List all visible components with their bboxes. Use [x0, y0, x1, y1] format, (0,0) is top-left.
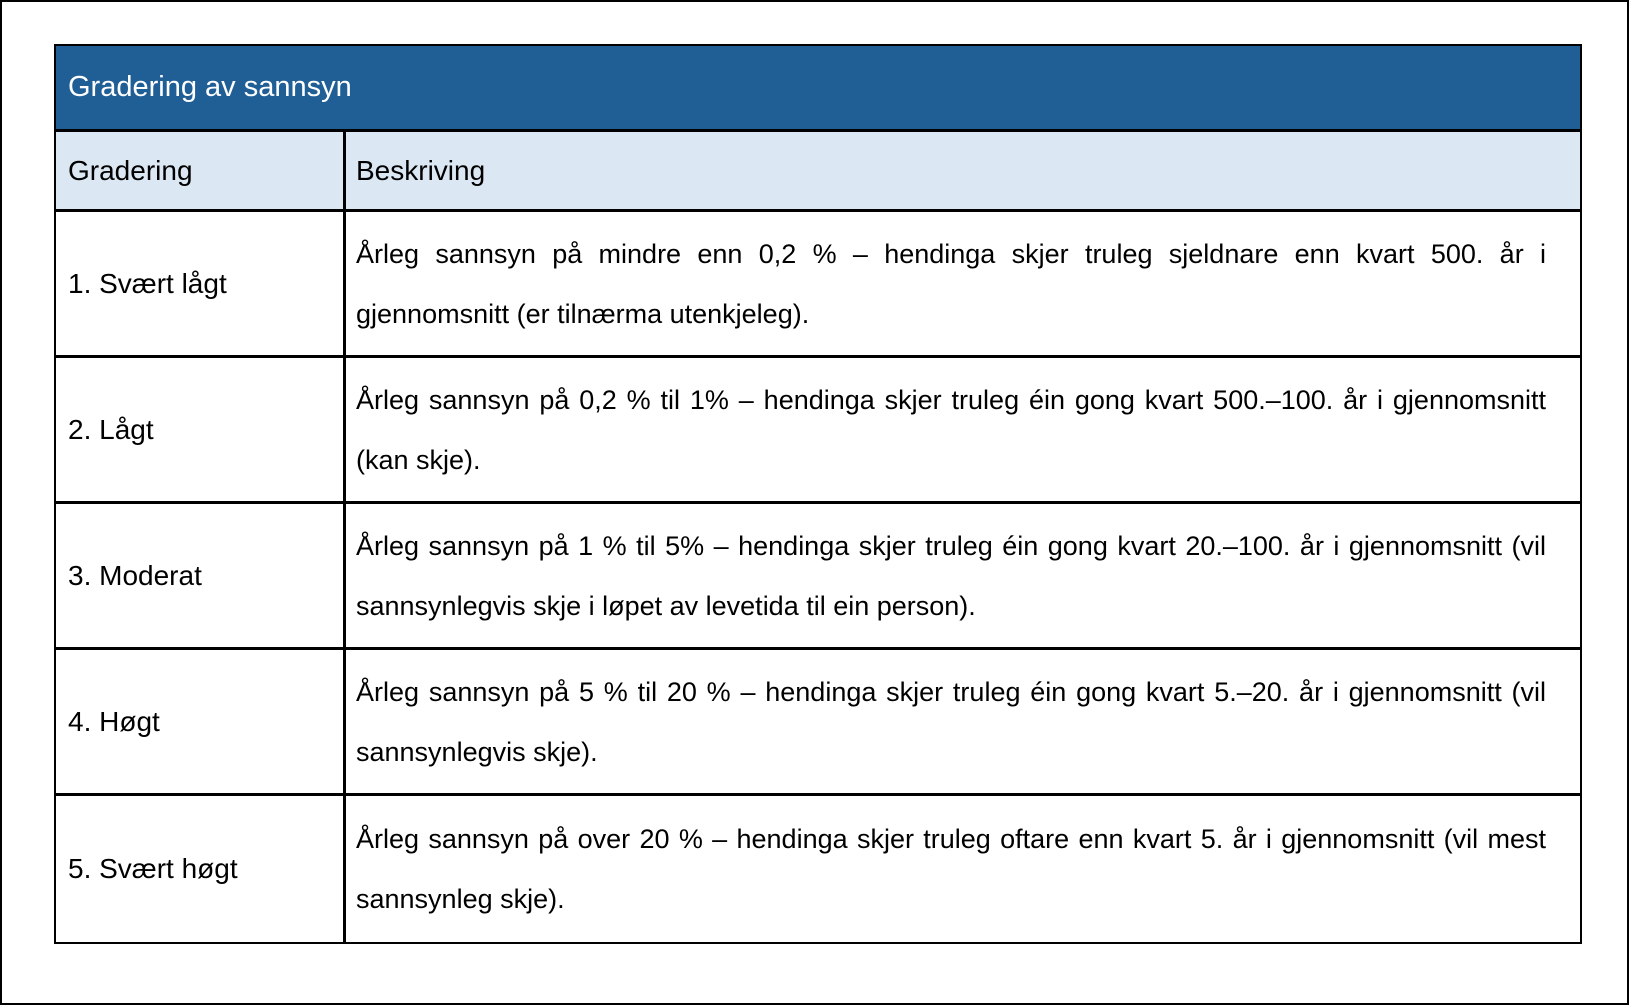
gradering-av-sannsyn-table — [54, 44, 1582, 944]
table-title-bar — [56, 46, 1580, 132]
grade-cell: 5. Svært høgt — [56, 796, 346, 942]
description-cell — [346, 212, 1580, 355]
description-cell — [346, 358, 1580, 501]
column-header-beskriving: Beskriving — [356, 154, 486, 186]
table-row — [56, 212, 1580, 358]
table-row — [56, 504, 1580, 650]
table-row — [56, 358, 1580, 504]
grade-cell: 1. Svært lågt — [56, 212, 346, 355]
description-text: Årleg sannsyn på over 20 % – hendinga skjer truleg oftare enn kvart 5. år i gjennomsnitt (vil mest sannsynleg skje). — [356, 824, 1546, 914]
description-text: Årleg sannsyn på 0,2 % til 1% – hendinga skjer truleg éin gong kvart 500.–100. år i gjennomsnitt (kan skje). — [356, 384, 1546, 475]
description-cell — [346, 796, 1580, 942]
grade-cell: 3. Moderat — [56, 504, 346, 647]
description-cell — [346, 504, 1580, 647]
description-text: Årleg sannsyn på 1 % til 5% – hendinga skjer truleg éin gong kvart 20.–100. år i gjennomsnitt (vil sannsynlegvis skje i løpet av levetida til ein person). — [356, 530, 1546, 621]
table-title: Gradering av sannsyn — [68, 71, 352, 103]
grade-cell: 2. Lågt — [56, 358, 346, 501]
description-cell — [346, 650, 1580, 793]
grade-cell: 4. Høgt — [56, 650, 346, 793]
column-header-gradering: Gradering — [56, 132, 346, 209]
table-row — [56, 796, 1580, 942]
table-header-row — [56, 132, 1580, 212]
description-text: Årleg sannsyn på 5 % til 20 % – hendinga skjer truleg éin gong kvart 5.–20. år i gjennomsnitt (vil sannsynlegvis skje). — [356, 676, 1546, 767]
description-text: Årleg sannsyn på mindre enn 0,2 % – hendinga skjer truleg sjeldnare enn kvart 500. år i gjennomsnitt (er tilnærma utenkjeleg). — [356, 238, 1546, 329]
table-row — [56, 650, 1580, 796]
